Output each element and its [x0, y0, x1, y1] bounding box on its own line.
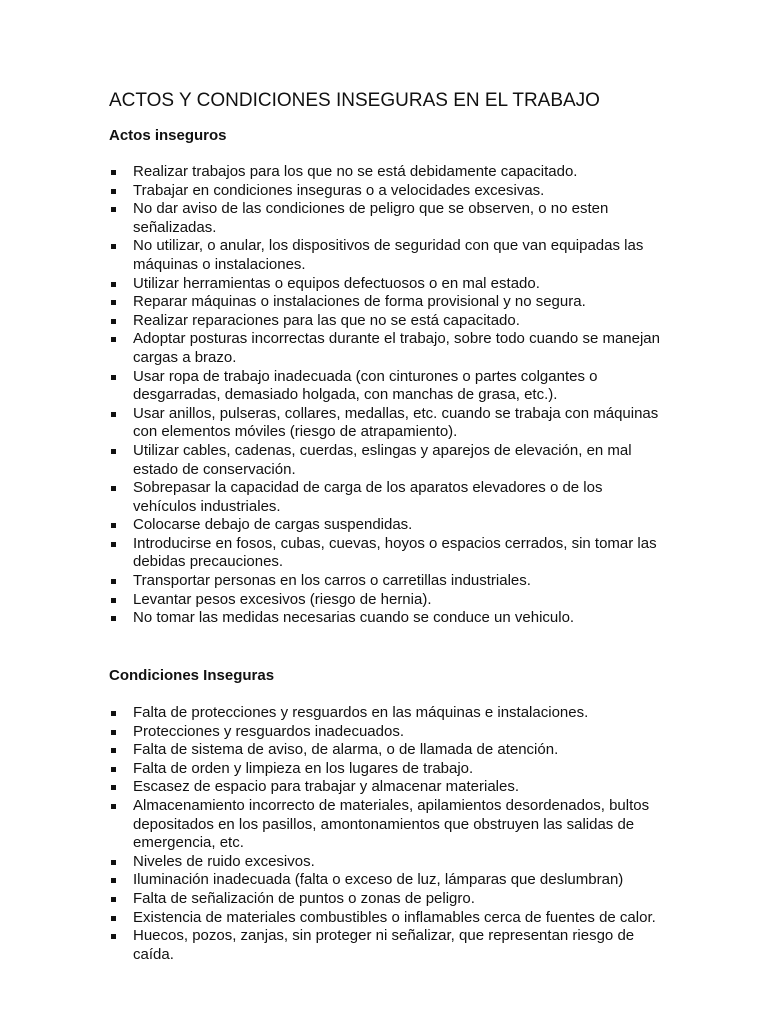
- list-item: [109, 853, 669, 872]
- list-item: [109, 516, 669, 535]
- list-item: [109, 535, 669, 572]
- list-item: [109, 293, 669, 312]
- list-item: [109, 312, 669, 331]
- list-item: [109, 797, 669, 853]
- list-item: [109, 591, 669, 610]
- list-item-text: Introducirse en fosos, cubas, cuevas, hoyos o espacios cerrados, sin tomar las debidas precauciones.: [133, 534, 657, 571]
- bullet-square-icon: [111, 282, 116, 287]
- list-item: [109, 275, 669, 294]
- section-heading-condiciones-inseguras: Condiciones Inseguras: [109, 667, 275, 684]
- bullet-square-icon: [111, 300, 116, 305]
- bullet-square-icon: [111, 598, 116, 603]
- condiciones-inseguras-list: [109, 704, 669, 964]
- list-item-text: Levantar pesos excesivos (riesgo de hernia).: [133, 590, 432, 608]
- list-item-text: Transportar personas en los carros o carretillas industriales.: [133, 572, 531, 590]
- bullet-square-icon: [111, 711, 116, 716]
- actos-inseguros-list: [109, 163, 669, 628]
- bullet-square-icon: [111, 785, 116, 790]
- list-item-text: Niveles de ruido excesivos.: [133, 852, 315, 870]
- list-item-text: No tomar las medidas necesarias cuando se conduce un vehiculo.: [133, 609, 575, 627]
- list-item-text: Colocarse debajo de cargas suspendidas.: [133, 516, 413, 534]
- bullet-square-icon: [111, 878, 116, 883]
- bullet-square-icon: [111, 730, 116, 735]
- list-item: [109, 572, 669, 591]
- list-item-text: Usar anillos, pulseras, collares, medallas, etc. cuando se trabaja con máquinas con elementos móviles (riesgo de atrapamiento).: [133, 404, 659, 441]
- list-item-text: Falta de señalización de puntos o zonas de peligro.: [133, 889, 475, 907]
- list-item: [109, 442, 669, 479]
- list-item-text: Utilizar herramientas o equipos defectuosos o en mal estado.: [133, 274, 540, 292]
- section-heading-actos-inseguros: Actos inseguros: [109, 127, 227, 144]
- list-item-text: Reparar máquinas o instalaciones de forma provisional y no segura.: [133, 293, 586, 311]
- bullet-square-icon: [111, 804, 116, 809]
- list-item-text: Realizar trabajos para los que no se está debidamente capacitado.: [133, 163, 578, 180]
- list-item-text: Utilizar cables, cadenas, cuerdas, eslingas y aparejos de elevación, en mal estado de conservación.: [133, 441, 632, 478]
- list-item-text: No dar aviso de las condiciones de peligro que se observen, o no esten señalizadas.: [133, 200, 609, 236]
- list-item: [109, 778, 669, 797]
- bullet-square-icon: [111, 244, 116, 249]
- list-item-text: Realizar reparaciones para las que no se está capacitado.: [133, 311, 520, 329]
- list-item-text: Trabajar en condiciones inseguras o a velocidades excesivas.: [133, 181, 545, 199]
- bullet-square-icon: [111, 767, 116, 772]
- list-item: [109, 890, 669, 909]
- list-item: [109, 609, 669, 628]
- list-item-text: Falta de protecciones y resguardos en las máquinas e instalaciones.: [133, 704, 589, 721]
- bullet-square-icon: [111, 897, 116, 902]
- list-item: [109, 163, 669, 182]
- list-item: [109, 741, 669, 760]
- bullet-square-icon: [111, 412, 116, 417]
- list-item-text: Usar ropa de trabajo inadecuada (con cinturones o partes colgantes o desgarradas, demasiado holgada, con manchas de grasa, etc.).: [133, 367, 598, 404]
- bullet-square-icon: [111, 170, 116, 175]
- bullet-square-icon: [111, 748, 116, 753]
- bullet-square-icon: [111, 523, 116, 528]
- list-item: [109, 704, 669, 723]
- list-item: [109, 405, 669, 442]
- list-item: [109, 237, 669, 274]
- bullet-square-icon: [111, 579, 116, 584]
- bullet-square-icon: [111, 616, 116, 621]
- bullet-square-icon: [111, 934, 116, 939]
- list-item: [109, 330, 669, 367]
- list-item: [109, 909, 669, 928]
- list-item-text: Adoptar posturas incorrectas durante el trabajo, sobre todo cuando se manejan cargas a brazo.: [133, 330, 660, 366]
- bullet-square-icon: [111, 449, 116, 454]
- list-item-text: Iluminación inadecuada (falta o exceso de luz, lámparas que deslumbran): [133, 871, 624, 889]
- bullet-square-icon: [111, 486, 116, 491]
- list-item-text: No utilizar, o anular, los dispositivos de seguridad con que van equipadas las máquinas o instalaciones.: [133, 237, 644, 273]
- list-item: [109, 723, 669, 742]
- list-item: [109, 871, 669, 890]
- list-item: [109, 927, 669, 964]
- bullet-square-icon: [111, 319, 116, 324]
- list-item-text: Protecciones y resguardos inadecuados.: [133, 722, 404, 740]
- bullet-square-icon: [111, 860, 116, 865]
- bullet-square-icon: [111, 542, 116, 547]
- list-item-text: Falta de orden y limpieza en los lugares de trabajo.: [133, 759, 474, 777]
- bullet-square-icon: [111, 207, 116, 212]
- list-item: [109, 479, 669, 516]
- bullet-square-icon: [111, 189, 116, 194]
- list-item-text: Existencia de materiales combustibles o inflamables cerca de fuentes de calor.: [133, 908, 656, 926]
- list-item: [109, 200, 669, 237]
- list-item: [109, 182, 669, 201]
- bullet-square-icon: [111, 337, 116, 342]
- document-title: ACTOS Y CONDICIONES INSEGURAS EN EL TRABAJO: [109, 90, 600, 111]
- list-item-text: Huecos, pozos, zanjas, sin proteger ni señalizar, que representan riesgo de caída.: [133, 927, 635, 963]
- bullet-square-icon: [111, 916, 116, 921]
- list-item-text: Almacenamiento incorrecto de materiales, apilamientos desordenados, bultos depositados en los pasillos, amontonamientos que obstruyen las salidas de emergencia, etc.: [133, 796, 650, 852]
- bullet-square-icon: [111, 375, 116, 380]
- list-item-text: Falta de sistema de aviso, de alarma, o de llamada de atención.: [133, 741, 559, 759]
- list-item-text: Escasez de espacio para trabajar y almacenar materiales.: [133, 778, 520, 796]
- list-item-text: Sobrepasar la capacidad de carga de los aparatos elevadores o de los vehículos industriales.: [133, 479, 603, 515]
- list-item: [109, 760, 669, 779]
- list-item: [109, 368, 669, 405]
